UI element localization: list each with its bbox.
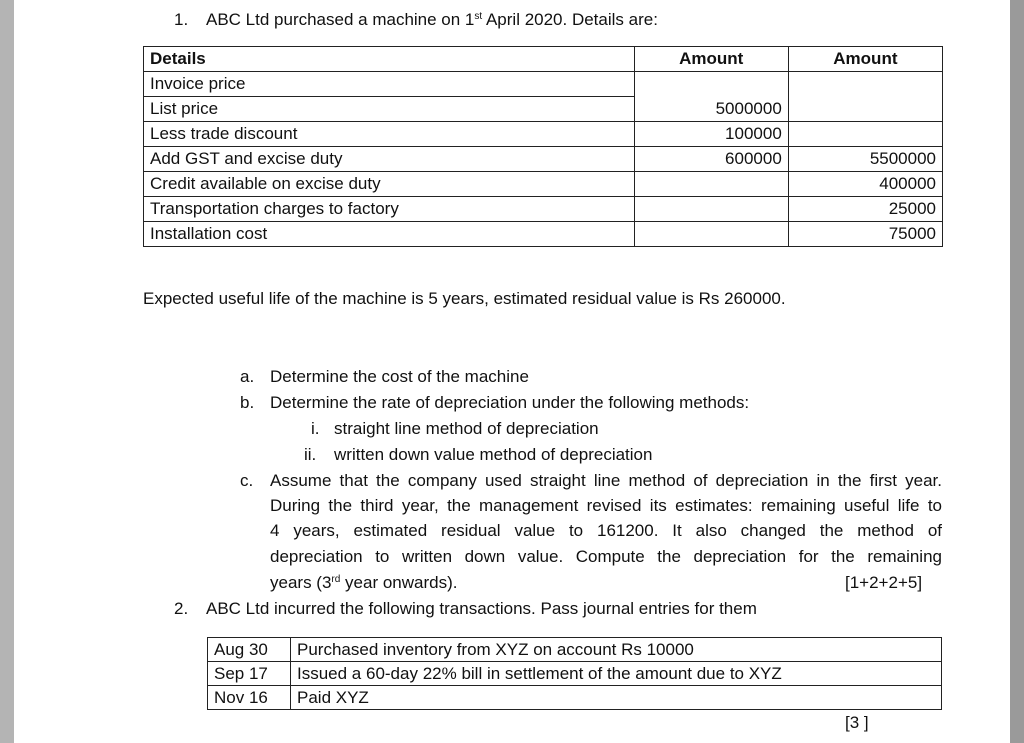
table-row <box>144 222 943 247</box>
question-2-marks: [3 ] <box>845 713 869 732</box>
transaction-text: Issued a 60-day 22% bill in settlement of the amount due to XYZ <box>291 662 942 686</box>
scrollbar[interactable] <box>1010 0 1024 743</box>
row-amount-1 <box>634 197 788 222</box>
transactions-table <box>207 637 942 710</box>
table-row <box>144 172 943 197</box>
row-amount-2 <box>788 72 942 97</box>
row-amount-2 <box>788 97 942 122</box>
transaction-text: Paid XYZ <box>291 686 942 710</box>
part-b-ii-text: written down value method of depreciation <box>334 445 653 464</box>
table-row <box>144 147 943 172</box>
table-row <box>208 662 942 686</box>
row-amount-2: 5500000 <box>788 147 942 172</box>
table-row <box>208 638 942 662</box>
row-amount-1: 5000000 <box>634 97 788 122</box>
part-a-marker: a. <box>240 367 255 386</box>
part-b-i-marker: i. <box>311 419 320 438</box>
table-row <box>208 686 942 710</box>
header-details: Details <box>144 47 635 72</box>
question-2-intro: ABC Ltd incurred the following transactions. Pass journal entries for them <box>206 599 757 618</box>
part-b-marker: b. <box>240 393 255 412</box>
question-2-number: 2. <box>174 599 189 618</box>
row-label: Less trade discount <box>144 122 635 147</box>
header-amount-1: Amount <box>634 47 788 72</box>
row-label: Invoice price <box>144 72 635 97</box>
part-c-line-3: 4 years, estimated residual value to 161200. It also changed the method of <box>270 521 942 540</box>
row-amount-2 <box>788 122 942 147</box>
row-amount-1 <box>634 222 788 247</box>
transaction-date: Aug 30 <box>208 638 291 662</box>
transaction-text: Purchased inventory from XYZ on account Rs 10000 <box>291 638 942 662</box>
question-1-intro: ABC Ltd purchased a machine on 1st April 2020. Details are: <box>206 10 658 29</box>
part-c-line-2: During the third year, the management revised its estimates: remaining useful life to <box>270 496 942 515</box>
part-c-line-4: depreciation to written down value. Compute the depreciation for the remaining <box>270 547 942 566</box>
row-label: Transportation charges to factory <box>144 197 635 222</box>
row-label: List price <box>144 97 635 122</box>
table-row <box>144 72 943 97</box>
part-b-ii-marker: ii. <box>304 445 317 464</box>
part-c-line-5: years (3rd year onwards). <box>270 573 458 592</box>
part-1-marks: [1+2+2+5] <box>845 573 923 592</box>
part-c-line-1: Assume that the company used straight line method of depreciation in the first year. <box>270 471 942 490</box>
transaction-date: Nov 16 <box>208 686 291 710</box>
part-b-i-text: straight line method of depreciation <box>334 419 599 438</box>
table-row <box>144 97 943 122</box>
row-label: Credit available on excise duty <box>144 172 635 197</box>
row-amount-1 <box>634 72 788 97</box>
row-amount-2: 75000 <box>788 222 942 247</box>
row-amount-1: 600000 <box>634 147 788 172</box>
table-row <box>144 122 943 147</box>
part-a-text: Determine the cost of the machine <box>270 367 529 386</box>
row-label: Installation cost <box>144 222 635 247</box>
row-amount-2: 25000 <box>788 197 942 222</box>
useful-life-statement: Expected useful life of the machine is 5 years, estimated residual value is Rs 260000. <box>143 289 786 308</box>
header-amount-2: Amount <box>788 47 942 72</box>
machine-cost-table <box>143 46 943 247</box>
row-amount-1: 100000 <box>634 122 788 147</box>
row-amount-2: 400000 <box>788 172 942 197</box>
row-amount-1 <box>634 172 788 197</box>
left-page-margin <box>0 0 14 743</box>
question-1-number: 1. <box>174 10 189 29</box>
table-row <box>144 197 943 222</box>
part-c-marker: c. <box>240 471 254 490</box>
transaction-date: Sep 17 <box>208 662 291 686</box>
row-label: Add GST and excise duty <box>144 147 635 172</box>
table-header-row <box>144 47 943 72</box>
part-b-text: Determine the rate of depreciation under the following methods: <box>270 393 750 412</box>
